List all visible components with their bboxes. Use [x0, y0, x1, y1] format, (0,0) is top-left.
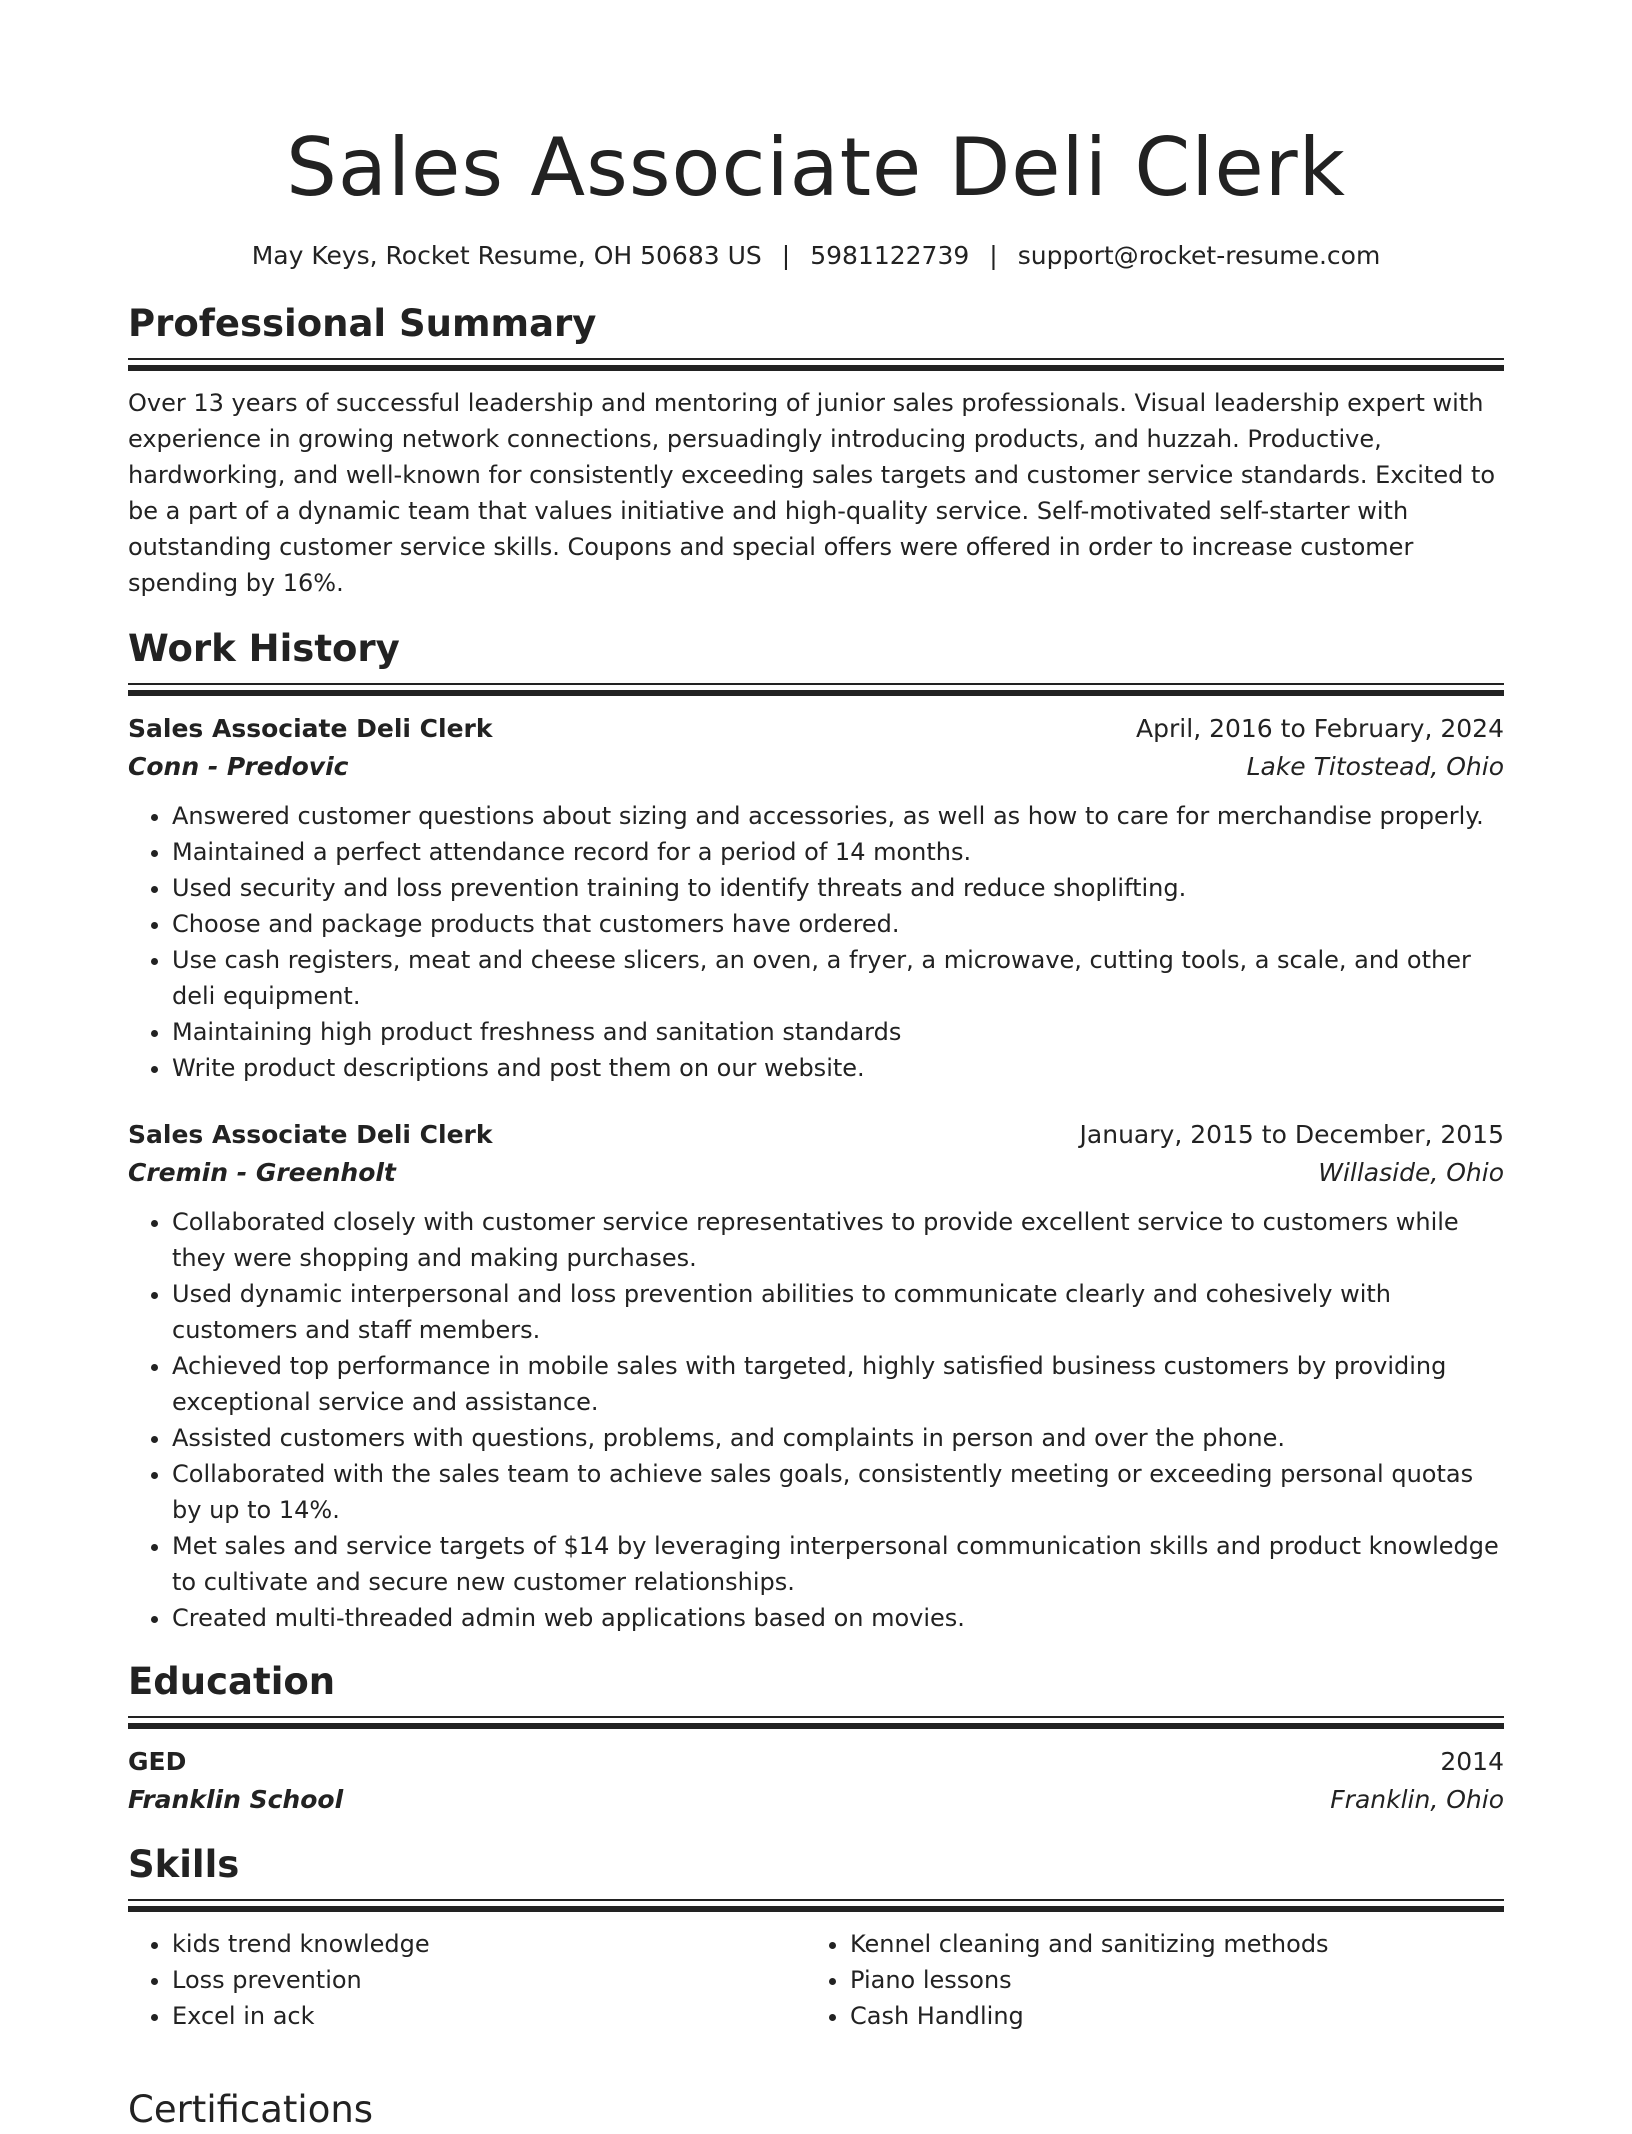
skill-item: • Loss prevention: [172, 1962, 806, 1998]
skill-item: • Kennel cleaning and sanitizing methods: [850, 1926, 1484, 1962]
skills-column-right: [806, 1926, 1484, 2034]
list-item: • Maintained a perfect attendance record for a period of 14 months.: [172, 834, 1504, 870]
job-company: Cremin - Greenholt: [128, 1158, 396, 1187]
job-company: Conn - Predovic: [128, 752, 349, 781]
section-rule: [128, 1716, 1504, 1729]
skills-grid: [128, 1926, 1504, 2034]
job-bullets: [128, 1204, 1504, 1636]
job-entry: [128, 710, 1504, 1086]
section-heading-education: Education: [128, 1660, 336, 1703]
section-heading-work: Work History: [128, 627, 400, 670]
work-section: [128, 625, 1504, 1636]
job-location: Willaside, Ohio: [1318, 1158, 1504, 1187]
list-item: • Used security and loss prevention training to identify threats and reduce shoplifting.: [172, 870, 1504, 906]
list-item: • Met sales and service targets of $14 by leveraging interpersonal communication skills and product knowledge to cultivate and secure new customer relationships.: [172, 1528, 1504, 1600]
job-dates: January, 2015 to December, 2015: [1079, 1120, 1504, 1149]
skill-item: • kids trend knowledge: [172, 1926, 806, 1962]
job-title: Sales Associate Deli Clerk: [128, 1120, 493, 1149]
summary-text: Over 13 years of successful leadership and mentoring of junior sales professionals. Visual leadership expert with experience in growing network connections, persuadingly introducing products, and huzzah. Productive, hardworking, and well-known for consistently exceeding sales targets and customer service standards. Excited to be a part of a dynamic team that values initiative and high-quality service. Self-motivated self-starter with outstanding customer service skills. Coupons and special offers were offered in order to increase customer spending by 16%.: [128, 389, 1496, 597]
list-item: • Use cash registers, meat and cheese slicers, an oven, a fryer, a microwave, cutting tools, a scale, and other deli equipment.: [172, 942, 1504, 1014]
skill-item: • Excel in ack: [172, 1998, 806, 2034]
skills-column-left: [128, 1926, 806, 2034]
list-item: • Write product descriptions and post them on our website.: [172, 1050, 1504, 1086]
education-school: Franklin School: [128, 1785, 344, 1814]
resume-page: [128, 0, 1504, 2034]
job-entry: [128, 1116, 1504, 1636]
section-rule: [128, 1899, 1504, 1912]
contact-separator: |: [989, 241, 998, 270]
list-item: • Choose and package products that customers have ordered.: [172, 906, 1504, 942]
section-heading-skills: Skills: [128, 1843, 240, 1886]
job-location: Lake Titostead, Ohio: [1246, 752, 1504, 781]
list-item: • Achieved top performance in mobile sales with targeted, highly satisfied business customers by providing exceptional service and assistance.: [172, 1348, 1504, 1420]
job-title: Sales Associate Deli Clerk: [128, 714, 493, 743]
section-heading-summary: Professional Summary: [128, 302, 597, 345]
section-rule: [128, 683, 1504, 696]
list-item: • Maintaining high product freshness and sanitation standards: [172, 1014, 1504, 1050]
skills-section: [128, 1841, 1504, 2034]
list-item: • Used dynamic interpersonal and loss prevention abilities to communicate clearly and cohesively with customers and staff members.: [172, 1276, 1504, 1348]
contact-separator: |: [781, 241, 791, 270]
contact-phone: 5981122739: [810, 241, 970, 270]
section-heading-certifications: Certifications: [128, 2088, 374, 2131]
education-year: 2014: [1440, 1747, 1504, 1776]
resume-title: Sales Associate Deli Clerk: [286, 121, 1346, 214]
list-item: • Answered customer questions about sizing and accessories, as well as how to care for merchandise properly.: [172, 798, 1504, 834]
list-item: • Assisted customers with questions, problems, and complaints in person and over the phone.: [172, 1420, 1504, 1456]
list-item: • Collaborated with the sales team to achieve sales goals, consistently meeting or exceeding personal quotas by up to 14%.: [172, 1456, 1504, 1528]
contact-email: support@rocket-resume.com: [1017, 241, 1381, 270]
job-dates: April, 2016 to February, 2024: [1136, 714, 1504, 743]
section-rule: [128, 358, 1504, 371]
list-item: • Created multi-threaded admin web applications based on movies.: [172, 1600, 1504, 1636]
contact-address: May Keys, Rocket Resume, OH 50683 US: [251, 241, 762, 270]
education-location: Franklin, Ohio: [1330, 1785, 1504, 1814]
summary-section: [128, 300, 1504, 601]
list-item: • Collaborated closely with customer service representatives to provide excellent service to customers while they were shopping and making purchases.: [172, 1204, 1504, 1276]
contact-line: [128, 238, 1504, 274]
education-section: [128, 1658, 1504, 1819]
education-degree: GED: [128, 1747, 187, 1776]
job-bullets: [128, 798, 1504, 1086]
skill-item: • Cash Handling: [850, 1998, 1484, 2034]
skill-item: • Piano lessons: [850, 1962, 1484, 1998]
